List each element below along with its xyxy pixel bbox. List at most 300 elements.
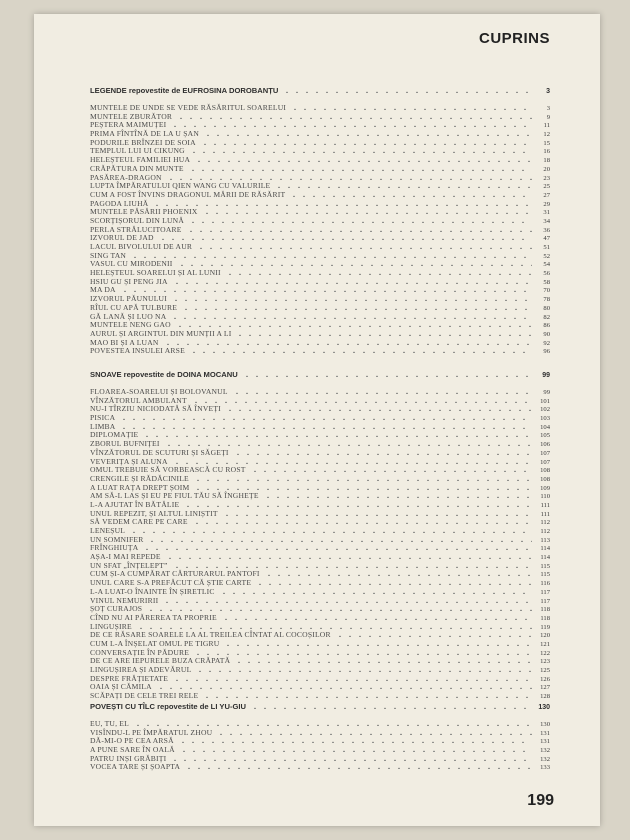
toc-entry [90,138,550,147]
toc-entry [90,103,550,112]
toc-entry-title: CÎND NU AI PĂREREA TA PROPRIE [90,612,217,622]
toc-entry-page: 92 [543,339,550,347]
toc-entry-page: 112 [540,519,550,527]
toc-entry-title: VINUL NEMURIRII [90,595,159,605]
dot-leader [129,526,532,533]
dot-leader [222,509,532,516]
toc-entry-page: 107 [540,449,550,457]
toc-entry-title: OMUL TREBUIE SĂ VORBEASCĂ CU ROST [90,465,246,475]
toc-entry-title: IZVORUL DE JAD [90,233,154,243]
toc-entry [90,500,550,509]
dot-leader [152,199,532,206]
dot-leader [290,103,532,110]
toc-entry [90,312,550,321]
toc-entry-page: 16 [543,148,550,156]
toc-entry-page: 132 [540,755,550,763]
dot-leader [165,552,532,559]
dot-leader [170,754,532,761]
toc-entry-page: 127 [540,684,550,692]
dot-leader [136,622,532,629]
toc-entry-title: L-A LUAT-O ÎNAINTE ÎN ȘIRETLIC [90,586,215,596]
dot-leader [264,569,532,576]
toc-entry [90,242,550,251]
toc-entry [90,448,550,457]
toc-entry-page: 3 [546,105,550,112]
toc-entry-page: 121 [540,640,550,648]
toc-entry-title: PODURILE BRÎNZEI DE SOIA [90,137,196,147]
toc-entry [90,561,550,570]
toc-entry-page: 56 [543,270,550,278]
dot-leader [186,225,532,232]
dot-leader [196,242,532,249]
dot-leader [234,656,532,663]
dot-leader [156,682,532,689]
toc-entry-title: LINGUȘIRE [90,621,132,631]
toc-entry [90,285,550,294]
toc-entry [90,277,550,286]
toc-entry-title: MUNTELE DE UNDE SE VEDE RĂSĂRITUL SOARELUI [90,103,287,112]
toc-entry-title: SCĂPAȚI DE CELE TREI RELE [90,691,199,701]
toc-entry-page: 128 [540,693,550,701]
toc-entry-page: 70 [543,287,550,295]
toc-entry-page: 131 [540,729,550,737]
section-heading-label: POVEȘTI CU TÎLC repovestite de LI YU-GIU [90,702,246,711]
toc-entry-title: PASĂREA-DRAGON [90,172,162,182]
toc-entry-title: CUM L-A ÎNȘELAT OMUL PE TIGRU [90,638,220,648]
toc-entry [90,268,550,277]
dot-leader [216,728,532,735]
toc-section-snoave [90,370,550,700]
toc-entry [90,387,550,396]
toc-entry-title: PISICA [90,413,116,423]
section-page-number: 3 [546,88,550,95]
dot-leader [250,702,532,709]
dot-leader [242,370,532,377]
toc-entry [90,604,550,613]
toc-entry-page: 51 [543,244,550,251]
toc-entry-title: PRIMA FÎNTÎNĂ DE LA U ȘAN [90,129,199,139]
toc-entry-page: 90 [543,330,550,338]
toc-entry [90,656,550,665]
toc-entry-page: 103 [540,415,550,423]
dot-leader [289,190,532,197]
toc-entry-title: VEVERIȚA ȘI ALUNA [90,456,168,466]
toc-entry-title: DIPLOMAȚIE [90,430,139,440]
toc-entry [90,146,550,155]
dot-leader [250,465,532,472]
toc-entry-page: 9 [546,113,550,121]
toc-entry-page: 11 [543,122,550,130]
dot-leader [133,719,532,726]
toc-entry [90,207,550,216]
toc-entry [90,225,550,234]
dot-leader [176,112,532,119]
toc-entry-title: VISÎNDU-L PE ÎMPĂRATUL ZHOU [90,727,213,737]
toc-entry-title: RÎUL CU APĂ TULBURE [90,302,178,312]
toc-entry [90,526,550,535]
toc-entry-page: 131 [540,738,550,746]
toc-entry-title: LACUL BIVOLULUI DE AUR [90,242,193,251]
toc-entry [90,754,550,763]
toc-entry-page: 120 [540,632,550,640]
toc-entry-title: ZBORUL BUFNIȚEI [90,439,160,449]
toc-entry-title: FRÎNGHIUȚA [90,543,139,553]
toc-entry-page: 122 [540,649,550,657]
toc-entry [90,509,550,518]
section-page-number: 130 [538,704,550,711]
dot-leader [202,691,532,698]
toc-entry-title: UN SOMNIFER [90,534,144,544]
toc-entry-page: 123 [540,658,550,666]
toc-entry-page: 125 [540,667,550,674]
toc-entry [90,199,550,208]
toc-entry-page: 20 [543,165,550,173]
dot-leader [120,285,532,292]
dot-leader [263,491,532,498]
dot-leader [189,146,532,153]
toc-entry [90,181,550,190]
dot-leader [146,604,532,611]
dot-leader [147,535,532,542]
dot-leader [170,120,532,127]
toc-entry-title: PATRU INȘI GRĂBIȚI [90,753,167,763]
dot-leader [203,129,532,136]
dot-leader [166,173,532,180]
toc-entry-title: AȘA-I MAI REPEDE [90,552,161,562]
toc-entry [90,457,550,466]
toc-entry-title: MUNTELE NENG GAO [90,320,171,330]
toc-entry-page: 101 [540,397,550,405]
toc-entry-page: 96 [543,348,550,356]
toc-entry-page: 113 [540,536,550,544]
toc-entry-page: 106 [540,441,550,449]
toc-entry-title: SING TAN [90,250,127,260]
toc-entry [90,483,550,492]
dot-leader [162,596,532,603]
dot-leader [225,268,532,275]
toc-entry [90,648,550,657]
toc-entry [90,682,550,691]
dot-leader [193,474,532,481]
dot-leader [171,294,532,301]
dot-leader [192,517,532,524]
dot-leader [183,500,532,507]
toc-entry [90,728,550,737]
toc-entry [90,430,550,439]
page-number: 199 [527,792,554,809]
dot-leader [175,320,532,327]
toc-entry-title: HELEȘTEUL SOARELUI ȘI AL LUNII [90,268,221,278]
toc-entry [90,674,550,683]
dot-leader [193,648,532,655]
toc-entry [90,517,550,526]
toc-entry [90,622,550,631]
toc-entry-title: DESPRE FRĂȚIETATE [90,673,169,683]
toc-entry [90,155,550,164]
toc-entry-page: 115 [540,571,550,579]
dot-leader [282,86,532,93]
toc-entry-title: CRENGILE ȘI RĂDĂCINILE [90,473,189,483]
toc-entry-title: LENEȘUL [90,526,126,535]
toc-entry [90,491,550,500]
toc-entry-title: POVESTEA INSULEI ARSE [90,346,185,356]
toc-entry-title: VÎNZĂTORUL DE SCUTURI ȘI SĂGEȚI [90,447,229,457]
toc-entry-page: 86 [543,322,550,330]
toc-entry-page: 118 [540,606,550,614]
toc-entry [90,613,550,622]
toc-entry-page: 36 [543,226,550,234]
toc-entry [90,543,550,552]
toc-entry-page: 115 [540,562,550,570]
toc-entry-title: FLOAREA-SOARELUI ȘI BOLOVANUL [90,387,228,396]
toc-entry-page: 105 [540,432,550,440]
toc-entry-title: AM SĂ-L LAS ȘI EU PE FIUL TĂU SĂ ÎNGHEȚE [90,491,259,501]
dot-leader [188,164,532,171]
toc-entry-title: CRĂPĂTURA DIN MUNTE [90,163,184,173]
toc-entry [90,736,550,745]
toc-entry-page: 108 [540,475,550,483]
toc-entry-title: UNUL CARE S-A PREFĂCUT CĂ ȘTIE CARTE [90,578,252,588]
toc-entry-page: 117 [540,597,550,605]
toc-entry [90,329,550,338]
dot-leader [274,181,532,188]
dot-leader [188,216,532,223]
toc-entry-title: A PUNE SARE ÎN OALĂ [90,745,175,755]
book-page [34,14,600,826]
dot-leader [164,439,532,446]
toc-entry-page: 126 [540,675,550,683]
toc-entry [90,762,550,771]
dot-leader [130,251,532,258]
section-heading [90,86,550,99]
toc-entry-page: 15 [543,139,550,147]
dot-leader [172,457,532,464]
toc-entry [90,535,550,544]
toc-entry-title: LUPTA ÎMPĂRATULUI QIEN WANG CU VALURILE [90,181,271,191]
toc-entry [90,630,550,639]
dot-leader [225,404,532,411]
toc-entry-title: VASUL CU MIRODENII [90,259,173,269]
dot-leader [178,736,532,743]
toc-entry-title: MUNTELE ZBURĂTOR [90,111,173,121]
dot-leader [172,674,532,681]
toc-entry [90,112,550,121]
toc-entry-page: 118 [540,614,550,622]
toc-entry-page: 132 [540,747,550,755]
toc-entry [90,164,550,173]
dot-leader [184,762,532,769]
toc-entry-title: DE CE RĂSARE SOARELE LA AL TREILEA CÎNTAT AL COCOȘILOR [90,630,331,640]
toc-entry-page: 111 [540,510,550,518]
dot-leader [142,543,532,550]
toc-entry-page: 23 [543,174,550,182]
dot-leader [194,155,532,162]
toc-entry [90,338,550,347]
toc-entry-title: MA DA [90,285,116,295]
toc-entry [90,413,550,422]
dot-leader [119,422,532,429]
toc-entry-title: HSIU GU ȘI PENG JIA [90,276,168,286]
dot-leader [193,483,532,490]
dot-leader [119,413,532,420]
toc-entry [90,120,550,129]
toc-entry [90,439,550,448]
toc-entry [90,665,550,674]
dot-leader [142,430,532,437]
toc-entry-title: MAO BI ȘI A LUAN [90,337,159,347]
toc-entry-page: 108 [540,467,550,475]
toc-entry-title: AURUL ȘI ARGINTUL DIN MUNȚII A LI [90,328,232,338]
toc-entry-page: 109 [540,484,550,492]
toc-entry [90,596,550,605]
section-heading-label: SNOAVE repovestite de DOINA MOCANU [90,370,238,379]
toc-entry-title: SĂ VEDEM CARE PE CARE [90,517,188,527]
toc-entry-title: CUM ȘI-A CUMPĂRAT CĂRTURARUL PANTOFI [90,569,260,579]
toc-entry-title: PERLA STRĂLUCITOARE [90,224,182,234]
section-page-number: 99 [542,372,550,379]
toc-entry-page: 25 [543,183,550,191]
toc-entries [90,387,550,700]
toc-entry-page: 112 [540,528,550,535]
toc-entry-title: L-A AJUTAT ÎN BĂTĂLIE [90,499,180,509]
toc-entry-page: 78 [543,296,550,304]
dot-leader [200,138,532,145]
toc-entry-title: LINGUȘIREA ȘI ADEVĂRUL [90,665,192,674]
toc-entry [90,569,550,578]
dot-leader [191,396,532,403]
toc-section-legende [90,86,550,355]
toc-entry-page: 54 [543,261,550,269]
toc-entry [90,259,550,268]
section-heading [90,370,550,383]
toc-entry-page: 80 [543,304,550,312]
toc-entry [90,320,550,329]
toc-entry [90,251,550,260]
toc-entry-title: VOCEA TARE ȘI ȘOAPTA [90,762,181,772]
toc-entry [90,294,550,303]
dot-leader [223,639,532,646]
toc-entry-title: MUNTELE PĂSĂRII PHOENIX [90,207,198,217]
toc-entry [90,745,550,754]
toc-entry [90,216,550,225]
toc-entry-page: 34 [543,217,550,225]
dot-leader [255,578,532,585]
page-title: CUPRINS [478,30,550,47]
toc-entry-title: PAGODA LIUHĂ [90,198,149,208]
toc-entry-page: 133 [540,764,550,772]
toc-entry-page: 29 [543,200,550,208]
toc-section-povesti [90,702,550,771]
section-heading-label: LEGENDE repovestite de EUFROSINA DOROBANȚU [90,86,279,95]
toc-entry-title: HELEȘTEUL FAMILIEI HUA [90,155,191,165]
toc-entry-title: UN SFAT „ÎNȚELEPT” [90,560,168,570]
toc-entry-page: 47 [543,235,550,243]
dot-leader [195,665,532,672]
toc-entry [90,552,550,561]
toc-entry-title: A LUAT RAȚA DREPT ȘOIM [90,482,190,492]
toc-entry-page: 116 [540,580,550,588]
toc-entry-page: 18 [543,157,550,165]
toc-entry [90,465,550,474]
toc-entry-title: OAIA ȘI CĂMILA [90,682,152,692]
toc-entry [90,639,550,648]
dot-leader [235,329,532,336]
toc-entry-page: 119 [540,623,550,631]
toc-entry-title: NU-I TÎRZIU NICIODATĂ SĂ ÎNVEȚI [90,404,221,414]
toc-entry-title: VÎNZĂTORUL AMBULANT [90,395,187,405]
toc-entry-title: PEȘTERA MAIMUȚEI [90,120,167,130]
toc-entry-title: UNUL REPEZIT, ȘI ALTUL LINIȘTIT [90,508,218,518]
toc-entry [90,719,550,728]
dot-leader [172,561,532,568]
toc-entries [90,719,550,771]
toc-entry-page: 130 [540,721,550,728]
toc-entries [90,103,550,355]
toc-entry-page: 99 [543,389,550,396]
toc-entry-title: CONVERSAȚIE ÎN PĂDURE [90,647,190,657]
toc-entry [90,587,550,596]
dot-leader [179,745,532,752]
toc-entry-page: 12 [543,131,550,139]
toc-entry [90,129,550,138]
dot-leader [233,448,532,455]
toc-entry-title: DĂ-MI-O PE CEA ARSĂ [90,736,174,746]
toc-entry [90,404,550,413]
dot-leader [172,277,532,284]
toc-entry [90,303,550,312]
toc-entry-page: 114 [540,545,550,553]
dot-leader [163,338,532,345]
toc-entry [90,233,550,242]
toc-entry [90,190,550,199]
toc-entry-title: GĂ LANĂ ȘI LUO NA [90,311,167,321]
toc-entry-page: 82 [543,313,550,321]
toc-entry-title: LIMBA [90,421,116,431]
toc-entry-page: 117 [540,588,550,596]
dot-leader [189,346,532,353]
dot-leader [232,387,532,394]
dot-leader [170,312,532,319]
toc-entry-page: 58 [543,278,550,286]
toc-entry-title: TEMPLUL LUI UI CIKUNG [90,146,185,156]
dot-leader [202,207,532,214]
toc-entry-title: DE CE ARE IEPURELE BUZA CRĂPATĂ [90,656,231,666]
toc-entry-page: 104 [540,423,550,431]
toc-entry-page: 31 [543,209,550,217]
dot-leader [221,613,532,620]
toc-entry-title: CUM A FOST ÎNVINS DRAGONUL MĂRII DE RĂSĂRIT [90,189,286,199]
toc-entry-page: 110 [540,493,550,501]
toc-entry-title: EU, TU, EL [90,719,129,728]
toc-entry [90,173,550,182]
toc-entry-title: IZVORUL PĂUNULUI [90,294,167,304]
toc-entry [90,578,550,587]
dot-leader [158,233,532,240]
toc-entry [90,691,550,700]
toc-entry-page: 27 [543,191,550,199]
toc-entry-page: 111 [540,501,550,509]
toc-entry [90,474,550,483]
toc-entry-page: 114 [540,554,550,562]
dot-leader [219,587,532,594]
dot-leader [181,303,532,310]
toc-entry [90,346,550,355]
toc-entry-title: ȘOȚ CURAJOS [90,604,143,614]
section-heading [90,702,550,715]
toc-entry-title: SCORȚIȘORUL DIN LUNĂ [90,215,185,225]
dot-leader [335,630,532,637]
dot-leader [177,259,533,266]
